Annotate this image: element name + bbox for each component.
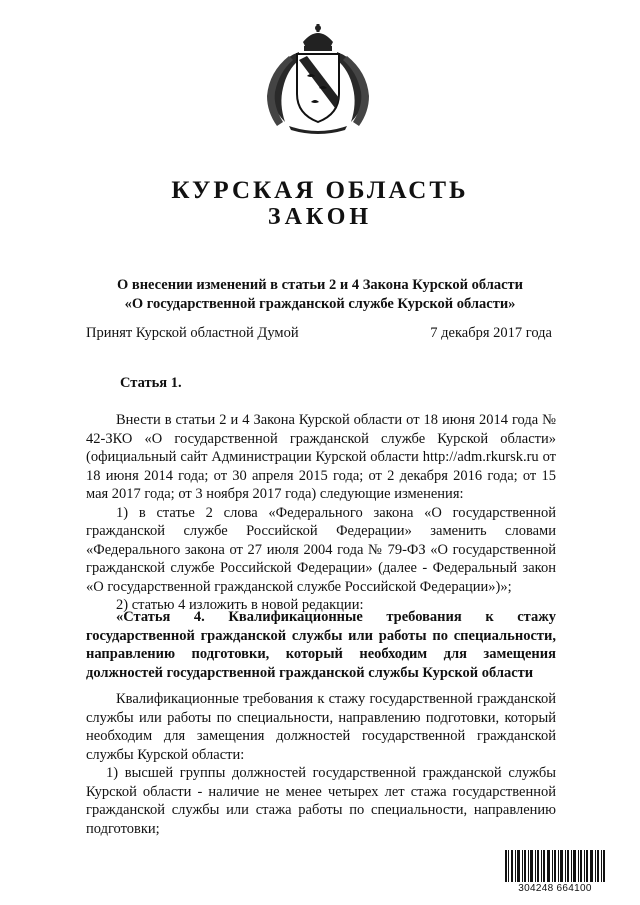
coat-of-arms-emblem (259, 22, 377, 134)
barcode (505, 850, 605, 894)
adopted-by: Принят Курской областной Думой (86, 325, 299, 341)
law-subtitle (0, 276, 640, 314)
requirements-body (86, 690, 556, 838)
subtitle-line-1: О внесении изменений в статьи 2 и 4 Закона Курской области (116, 277, 524, 293)
article-item-2: 2) статью 4 изложить в новой редакции: (116, 597, 364, 613)
article-item-1: 1) в статье 2 слова «Федерального закона «О государственной гражданской службе Российской Федерации» заменить словами «Федерального закона от 27 июля 2004 года № 79-ФЗ «О государственной гражданской службе Российской Федерации» (далее - Федеральный закон «О государственной гражданской службе Российской Федерации»)»; (86, 504, 556, 595)
barcode-number: 304248 664100 (518, 883, 592, 894)
requirements-item-1: 1) высшей группы должностей государственной гражданской службы Курской области - наличие не менее четырех лет стажа государственной гражданской службы или стажа работы по специальности, направлению подготовки; (86, 765, 556, 837)
article-intro: Внести в статьи 2 и 4 Закона Курской области от 18 июня 2014 года № 42-ЗКО «О государственной гражданской службе Курской области» (официальный сайт Администрации Курской области http://adm.rkursk.ru от 18 июня 2014 года; от 30 апреля 2015 года; от 2 декабря 2016 года; от 15 мая 2017 года; от 3 ноября 2017 года) следующие изменения: (86, 412, 556, 502)
quoted-article-title (86, 608, 556, 682)
quoted-article-title-text: «Статья 4. Квалификационные требования к стажу государственной гражданской службы или работы по специальности, направлению подготовки, который необходим для замещения должностей государственной гражданской службы Курской области (86, 609, 556, 681)
region-heading: КУРСКАЯ ОБЛАСТЬ (171, 177, 469, 204)
article-body (86, 411, 556, 615)
adoption-line (86, 325, 552, 342)
requirements-paragraph: Квалификационные требования к стажу государственной гражданской службы или работы по специальности, направлению подготовки, который необходим для замещения должностей государственной гражданской службы Курской области: (86, 691, 556, 763)
law-heading: ЗАКОН (267, 204, 373, 230)
subtitle-line-2: «О государственной гражданской службе Курской области» (124, 296, 516, 312)
barcode-bars (505, 850, 605, 882)
article-title: Статья 1. (120, 375, 182, 391)
adoption-date: 7 декабря 2017 года (430, 325, 552, 341)
